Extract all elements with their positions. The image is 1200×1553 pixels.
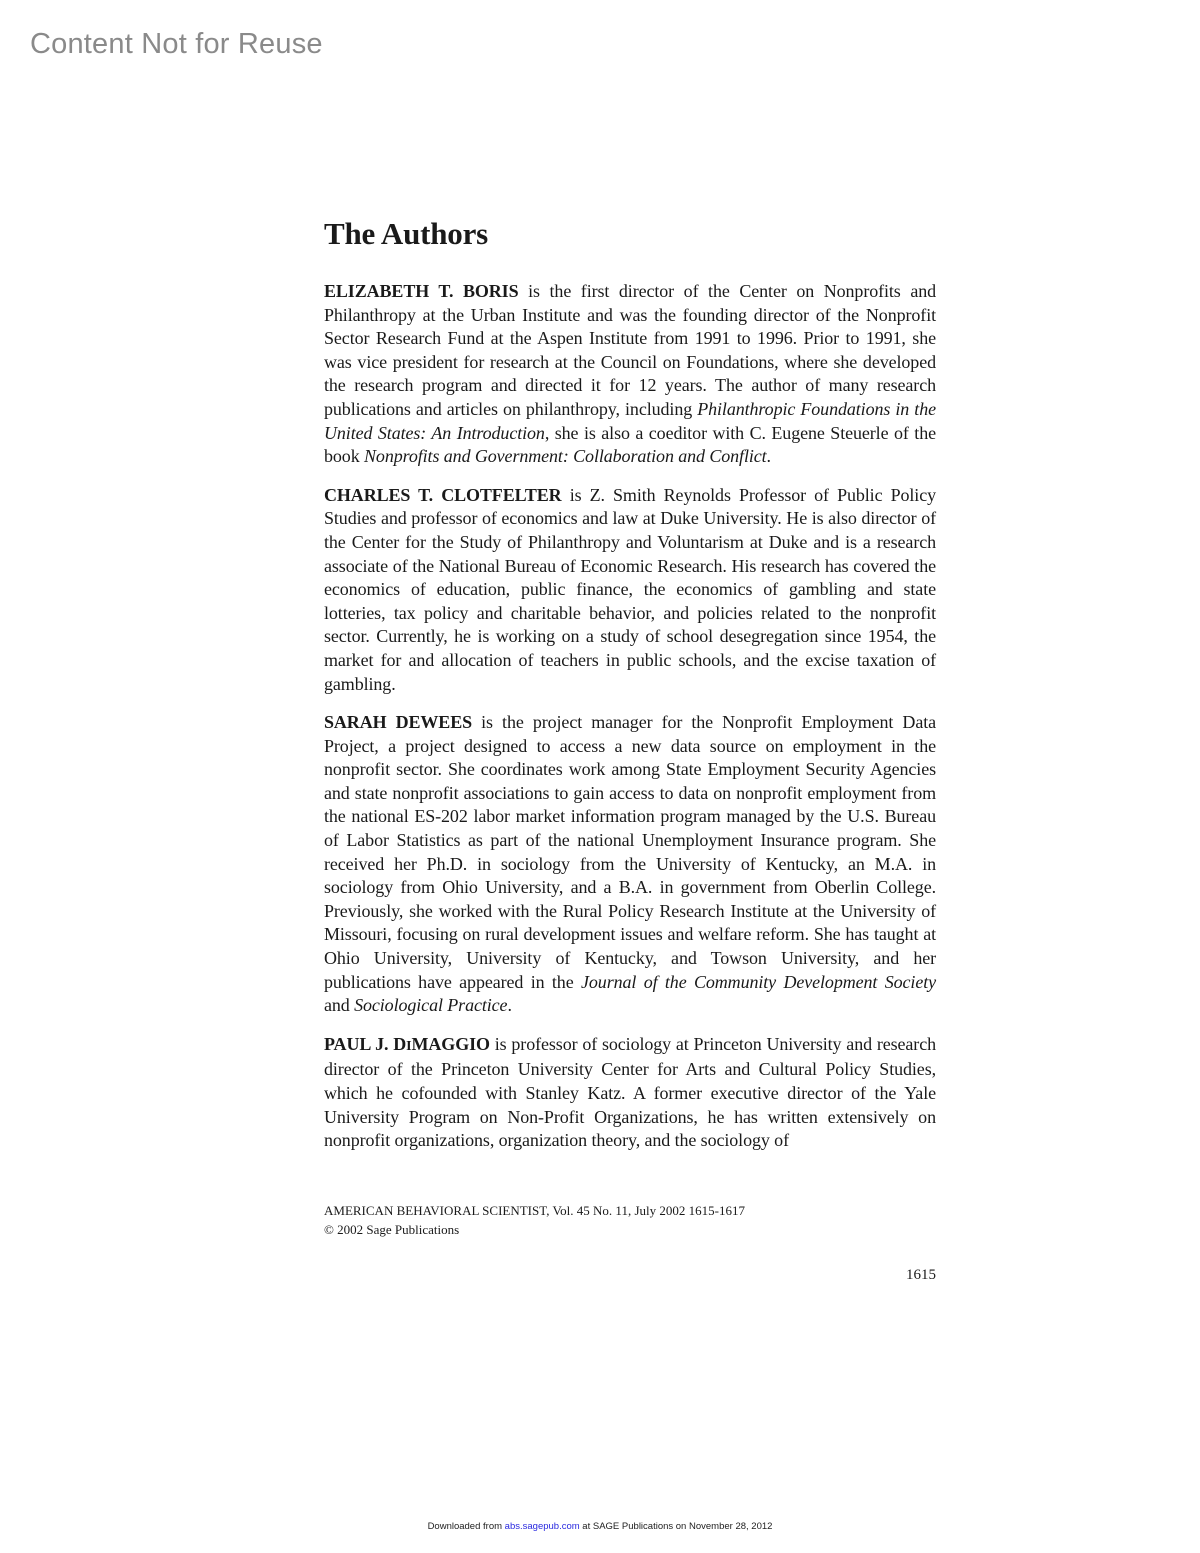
author-bio-boris [324,280,936,469]
download-suffix: at SAGE Publications on November 28, 2012 [579,1521,773,1532]
book-title: Philanthropic Foundations in the United States: An Introduction [324,398,936,443]
page-title: The Authors [324,216,489,251]
bio-text: , she is also a coeditor with C. Eugene Steuerle of the book [324,422,936,467]
bio-text: is the project manager for the Nonprofit Employment Data Project, a project designed to access a new data source on employment in the nonprofit sector. She coordinates work among State Employment Security Agencies and state nonprofit associations to gain access to data on nonprofit employment from the national ES-202 labor market information program managed by the U.S. Bureau of Labor Statistics as part of the national Unemployment Insurance program. She received her Ph.D. in sociology from the University of Kentucky, an M.A. in sociology from Ohio University, and a B.A. in government from Oberlin College. Previously, she worked with the Rural Policy Research Institute at the University of Missouri, focusing on rural development issues and welfare reform. She has taught at Ohio University, University of Kentucky, and Towson University, and her publications have appeared in the [324,712,937,992]
source-link[interactable]: abs.sagepub.com [504,1521,580,1532]
bio-text: is the first director of the Center on Nonprofits and Philanthropy at the Urban Institute and was the founding director of the Nonprofit Sector Research Fund at the Aspen Institute from 1991 to 1996. Prior to 1991, she was vice president for research at the Council on Foundations, where she developed the research program and directed it for 12 years. The author of many research publications and articles on philanthropy, including [324,281,937,419]
author-bio-dewees [324,711,936,1018]
author-name: SARAH DEWEES [324,712,473,733]
author-name-part: PAUL J. D [324,1033,407,1054]
bio-text: and [324,995,355,1016]
page-number: 1615 [906,1267,936,1283]
document-page [324,214,936,1168]
author-bio-clotfelter [324,484,936,696]
bio-text: . [766,446,771,467]
journal-title: Sociological Practice [354,995,508,1016]
download-prefix: Downloaded from [427,1521,505,1532]
citation-line: AMERICAN BEHAVIORAL SCIENTIST, Vol. 45 No. 11, July 2002 1615-1617 [324,1203,745,1218]
journal-citation [324,1201,745,1239]
author-name: CHARLES T. CLOTFELTER [324,484,562,505]
author-bio-dimaggio [324,1033,936,1153]
author-name-part: I [406,1038,412,1054]
bio-text: is professor of sociology at Princeton University and research director of the Princeton University Center for Arts and Cultural Policy Studies, which he cofounded with Stanley Katz. A former executive director of the Yale University Program on Non-Profit Organizations, he has written extensively on nonprofit organizations, organization theory, and the sociology of [324,1033,936,1151]
book-title: Nonprofits and Government: Collaboration and Conflict [364,446,767,467]
bio-text: . [507,995,512,1016]
author-name: ELIZABETH T. BORIS [324,281,519,301]
copyright-line: © 2002 Sage Publications [324,1222,460,1237]
journal-title: Journal of the Community Development Society [581,971,936,992]
download-notice [0,1521,1200,1532]
bio-text: is Z. Smith Reynolds Professor of Public Policy Studies and professor of economics and law at Duke University. He is also director of the Center for the Study of Philanthropy and Voluntarism at Duke and is a research associate of the National Bureau of Economic Research. His research has covered the economics of education, public finance, the economics of gambling and state lotteries, tax policy and charitable behavior, and policies related to the nonprofit sector. Currently, he is working on a study of school desegregation since 1954, the market for and allocation of teachers in public schools, and the excise taxation of gambling. [324,484,936,694]
author-name [324,1034,490,1054]
watermark-text: Content Not for Reuse [30,28,323,60]
author-name-part: MAGGIO [411,1033,490,1054]
